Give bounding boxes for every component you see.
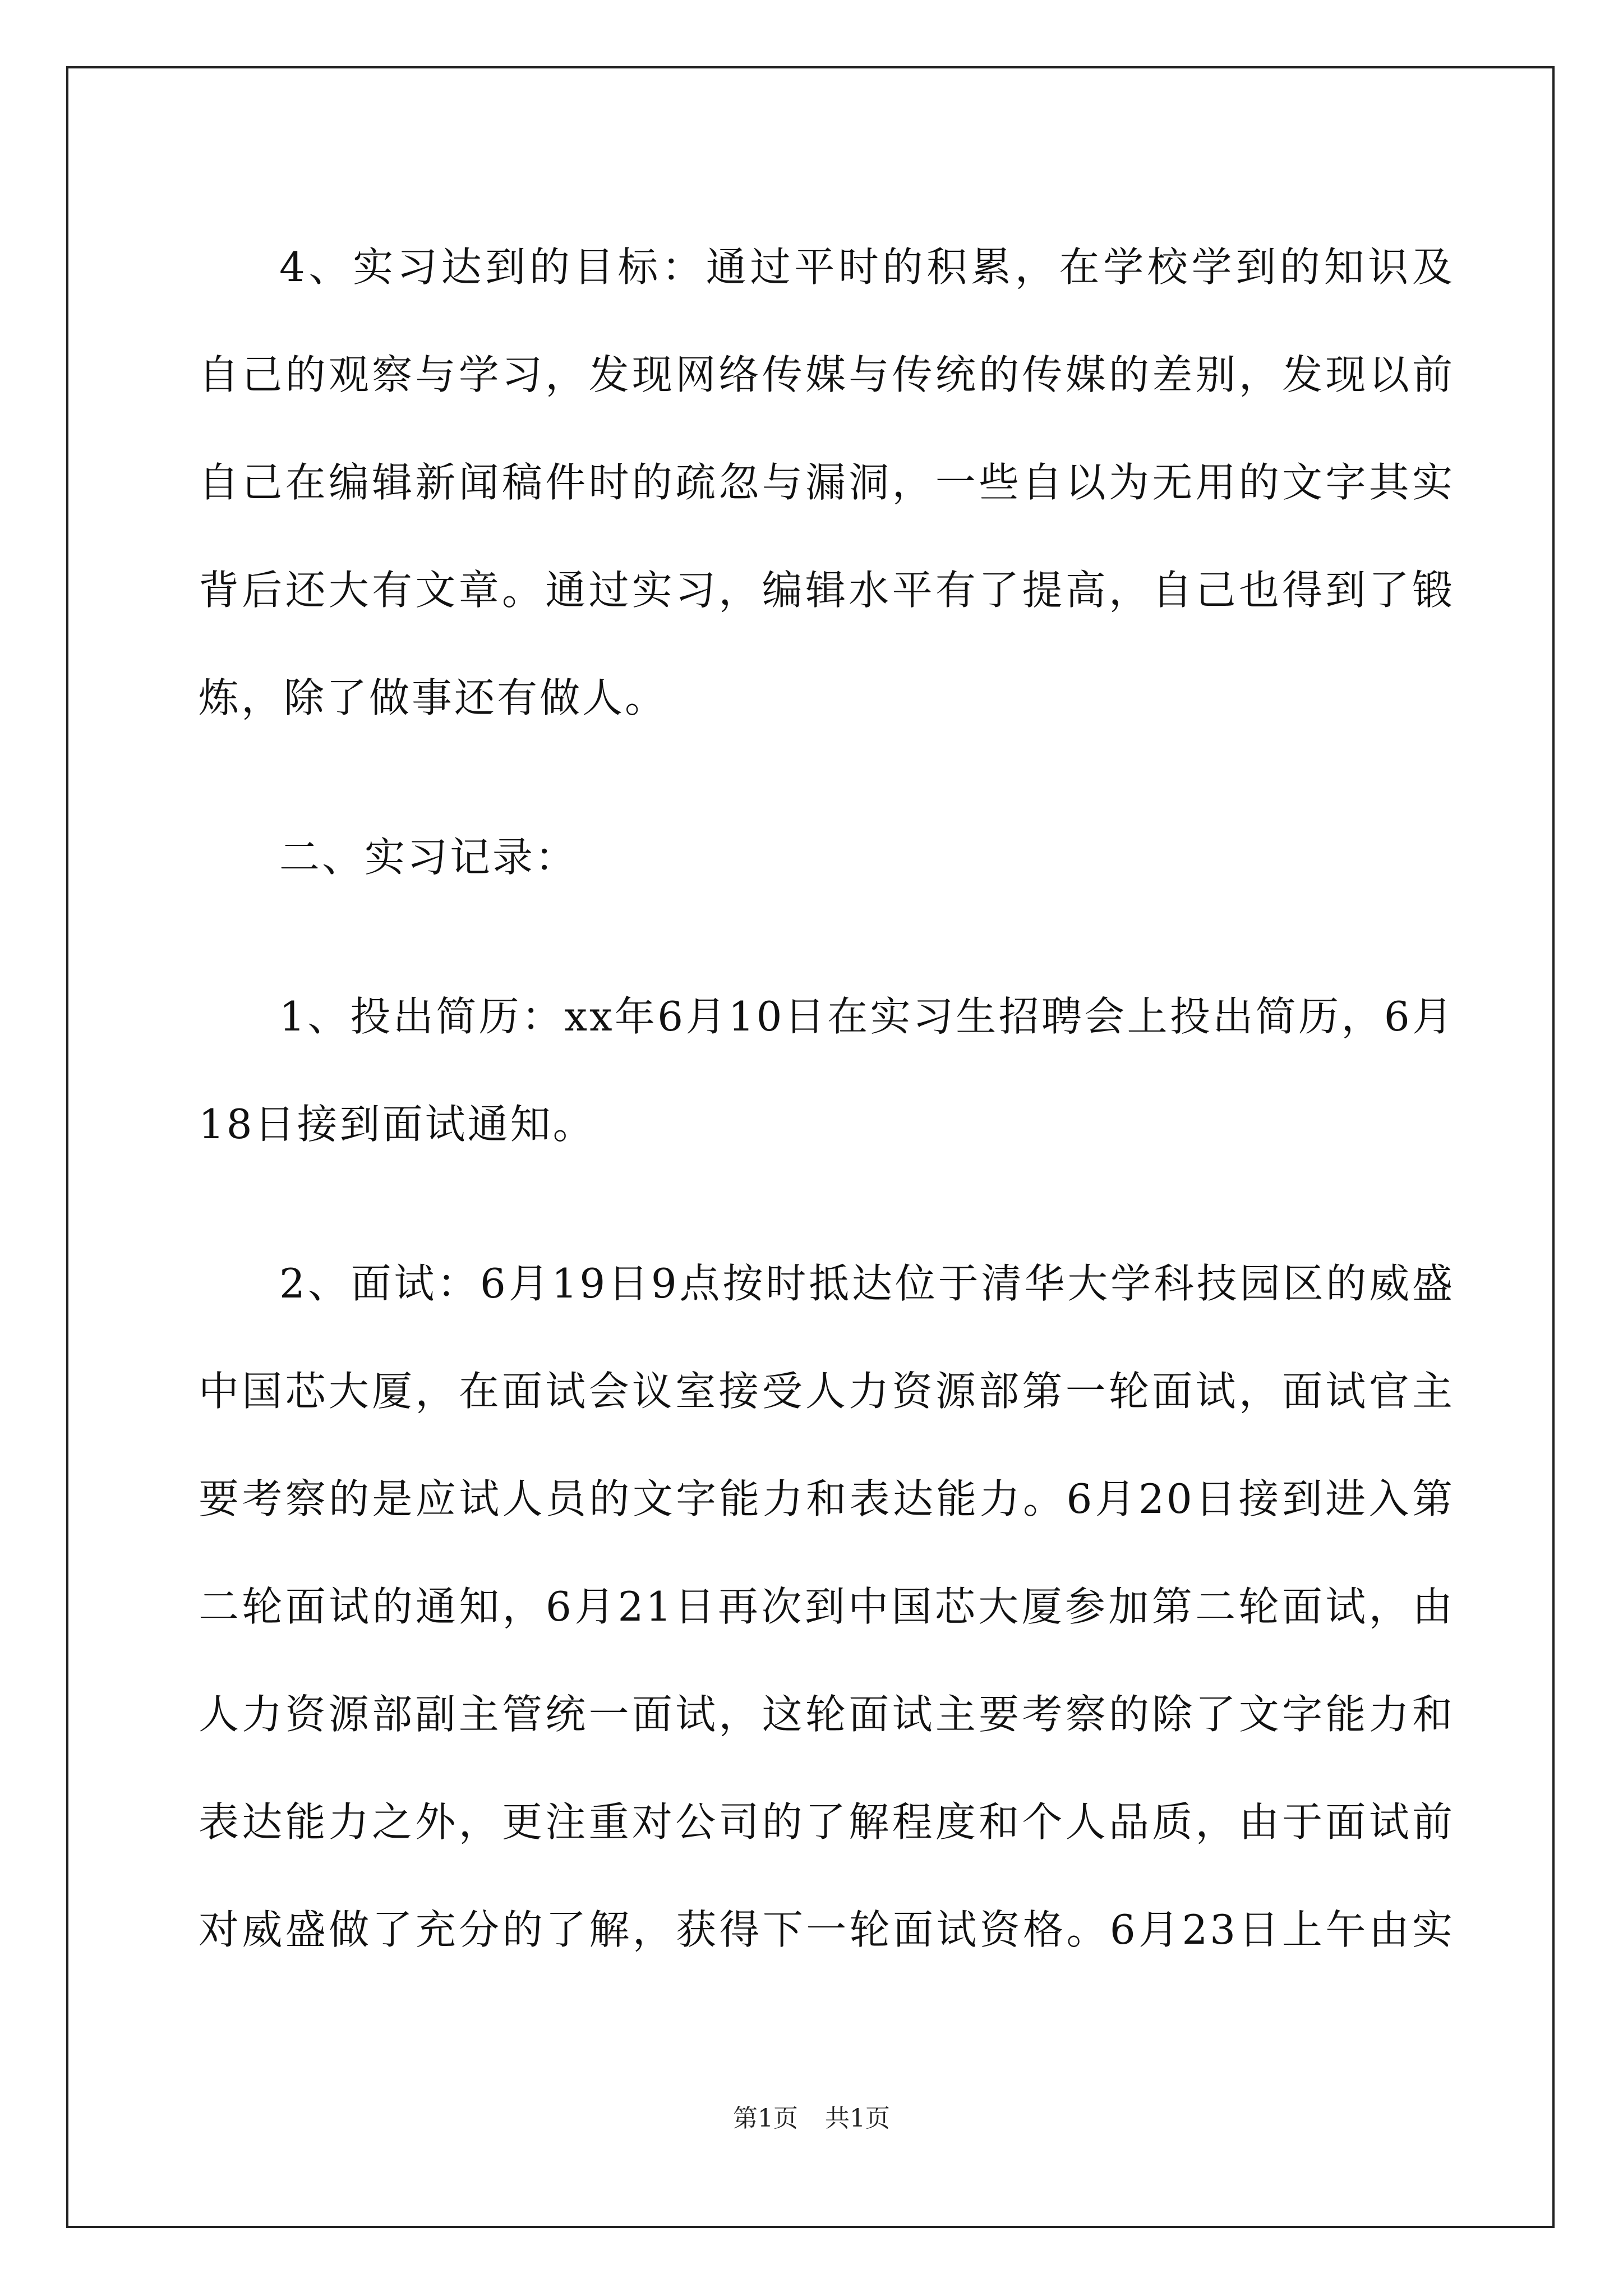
document-body — [199, 213, 1455, 2008]
section-heading-record: 二、实习记录： — [279, 834, 578, 881]
page-number: 第1页 — [733, 2104, 798, 2133]
page-footer — [0, 2098, 1623, 2134]
paragraph-interview: 2、面试：6月19日9点按时抵达位于清华大学科技园区的威盛中国芯大厦，在面试会议室接受人力资源部第一轮面试，面试官主要考察的是应试人员的文字能力和表达能力。6月20日接到进入第二轮面试的通知，6月21日再次到中国芯大厦参加第二轮面试，由人力资源部副主管统一面试，这轮面试主要考察的除了文字能力和表达能力之外，更注重对公司的了解程度和个人品质，由于面试前对威盛做了充分的了解，获得下一轮面试资格。6月23日上午由实 — [199, 1260, 1455, 1953]
paragraph-resume: 1、投出简历：xx年6月10日在实习生招聘会上投出简历，6月18日接到面试通知。 — [199, 993, 1455, 1148]
page-total: 共1页 — [825, 2104, 890, 2133]
paragraph-goal: 4、实习达到的目标：通过平时的积累，在学校学到的知识及自己的观察与学习，发现网络传媒与传统的传媒的差别，发现以前自己在编辑新闻稿件时的疏忽与漏洞，一些自以为无用的文字其实背后还大有文章。通过实习，编辑水平有了提高，自己也得到了锻炼，除了做事还有做人。 — [199, 243, 1455, 721]
